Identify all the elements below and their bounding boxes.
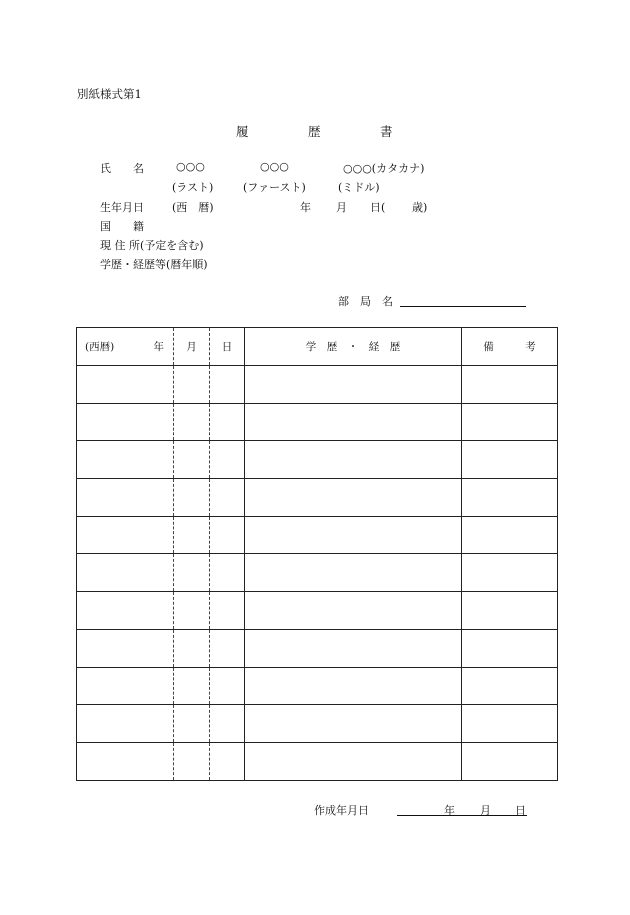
history-label: 学歴・経歴等(暦年順) [100, 258, 208, 271]
cell-remarks[interactable] [462, 366, 558, 404]
cell-year[interactable] [77, 629, 174, 667]
cell-day[interactable] [210, 554, 245, 592]
cell-remarks[interactable] [462, 441, 558, 479]
cell-year[interactable] [77, 667, 174, 705]
cell-year[interactable] [77, 742, 174, 780]
cell-year[interactable] [77, 554, 174, 592]
cell-remarks[interactable] [462, 403, 558, 441]
cell-remarks[interactable] [462, 479, 558, 517]
cell-day[interactable] [210, 629, 245, 667]
cell-career[interactable] [245, 516, 462, 554]
cell-career[interactable] [245, 667, 462, 705]
cell-month[interactable] [174, 705, 210, 743]
header-era: (西暦) [85, 341, 115, 353]
title-char-1: 履 [236, 124, 249, 139]
name-label: 氏 名 [100, 162, 144, 175]
table-row [77, 629, 558, 667]
cell-year[interactable] [77, 592, 174, 630]
cell-career[interactable] [245, 441, 462, 479]
cell-month[interactable] [174, 742, 210, 780]
header-day: 日 [221, 341, 233, 353]
header-month-cell [174, 328, 210, 366]
cell-day[interactable] [210, 366, 245, 404]
history-table [76, 327, 558, 781]
cell-career[interactable] [245, 705, 462, 743]
cell-year[interactable] [77, 479, 174, 517]
name-last-note: (ラスト) [172, 181, 214, 194]
table-row [77, 592, 558, 630]
cell-remarks[interactable] [462, 667, 558, 705]
cell-remarks[interactable] [462, 592, 558, 630]
birthdate-month: 月 [336, 201, 347, 214]
cell-remarks[interactable] [462, 705, 558, 743]
birthdate-day: 日( [370, 201, 386, 214]
header-year: 年 [153, 341, 164, 353]
header-month: 月 [186, 341, 197, 353]
cell-year[interactable] [77, 516, 174, 554]
cell-day[interactable] [210, 742, 245, 780]
cell-day[interactable] [210, 479, 245, 517]
cell-month[interactable] [174, 592, 210, 630]
nationality-label: 国 籍 [100, 220, 144, 233]
header-era-year [77, 328, 174, 366]
cell-day[interactable] [210, 441, 245, 479]
name-first-value[interactable]: ○○○ [260, 160, 289, 173]
cell-career[interactable] [245, 742, 462, 780]
address-label: 現 住 所(予定を含む) [100, 239, 204, 252]
created-date-month: 月 [480, 804, 491, 817]
title-char-2: 歴 [308, 124, 321, 139]
table-row [77, 479, 558, 517]
cell-month[interactable] [174, 554, 210, 592]
name-last-value[interactable]: ○○○ [176, 160, 205, 173]
cell-remarks[interactable] [462, 742, 558, 780]
cell-career[interactable] [245, 403, 462, 441]
cell-day[interactable] [210, 592, 245, 630]
department-label: 部 局 名 [338, 295, 393, 308]
birthdate-label: 生年月日 [100, 201, 144, 214]
cell-year[interactable] [77, 366, 174, 404]
cell-remarks[interactable] [462, 554, 558, 592]
cell-month[interactable] [174, 366, 210, 404]
table-row [77, 705, 558, 743]
cell-month[interactable] [174, 629, 210, 667]
cell-remarks[interactable] [462, 516, 558, 554]
cell-day[interactable] [210, 516, 245, 554]
created-date-year: 年 [444, 804, 455, 817]
cell-year[interactable] [77, 403, 174, 441]
cell-month[interactable] [174, 403, 210, 441]
header-day-cell [210, 328, 245, 366]
title-char-3: 書 [380, 124, 393, 139]
name-first-note: (ファースト) [243, 181, 306, 194]
birthdate-year: 年 [300, 201, 311, 214]
cell-career[interactable] [245, 629, 462, 667]
cell-remarks[interactable] [462, 629, 558, 667]
cell-career[interactable] [245, 366, 462, 404]
table-row [77, 742, 558, 780]
table-row [77, 516, 558, 554]
table-header-row [77, 328, 558, 366]
table-row [77, 554, 558, 592]
department-field[interactable] [400, 306, 526, 307]
cell-day[interactable] [210, 667, 245, 705]
table-row [77, 366, 558, 404]
cell-month[interactable] [174, 516, 210, 554]
cell-day[interactable] [210, 403, 245, 441]
cell-year[interactable] [77, 441, 174, 479]
header-career: 学 歴 ・ 経 歴 [305, 341, 401, 353]
cell-month[interactable] [174, 441, 210, 479]
table-row [77, 441, 558, 479]
cell-month[interactable] [174, 667, 210, 705]
created-date-day: 日 [515, 804, 526, 817]
cell-month[interactable] [174, 479, 210, 517]
cell-career[interactable] [245, 479, 462, 517]
name-middle-note: (ミドル) [338, 181, 380, 194]
table-row [77, 667, 558, 705]
cell-career[interactable] [245, 592, 462, 630]
created-date-label: 作成年月日 [314, 804, 369, 817]
cell-day[interactable] [210, 705, 245, 743]
header-career-cell [245, 328, 462, 366]
table-row [77, 403, 558, 441]
birthdate-era: (西 暦) [172, 201, 214, 214]
cell-year[interactable] [77, 705, 174, 743]
header-remarks: 備 考 [483, 341, 536, 353]
cell-career[interactable] [245, 554, 462, 592]
header-remarks-cell [462, 328, 558, 366]
name-middle-value[interactable]: ○○○(カタカナ) [343, 162, 425, 175]
created-date-field[interactable] [397, 815, 527, 816]
form-id: 別紙様式第1 [77, 87, 142, 101]
birthdate-age: 歳) [412, 201, 428, 214]
